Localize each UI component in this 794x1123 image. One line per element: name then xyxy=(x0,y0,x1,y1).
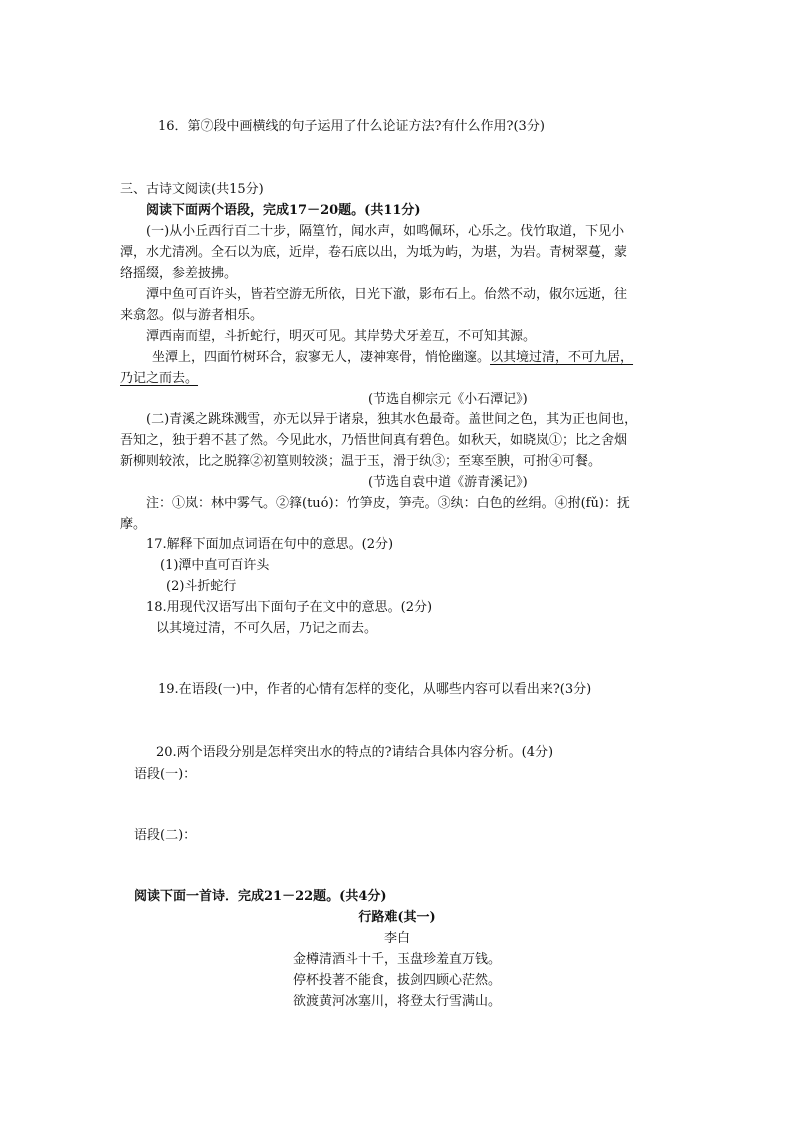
passage1-text: 坐潭上，四面竹树环合，寂寥无人，凄神寒骨，悄怆幽邃。 xyxy=(152,350,491,365)
underlined-sentence-end: 乃记之而去。 xyxy=(120,371,199,386)
passage1-line: 潭，水尤清冽。全石以为底，近岸，卷石底以出，为坻为屿，为堪，为岩。青树翠蔓，蒙 xyxy=(120,245,628,260)
section-title: 三、古诗文阅读(共15分) xyxy=(120,182,264,197)
poem-line: 欲渡黄河冰塞川，将登太行雪满山。 xyxy=(292,994,501,1009)
passage1-line: 潭西南而望，斗折蛇行，明灭可见。其岸势犬牙差互，不可知其源。 xyxy=(146,329,537,344)
passage2-source: (节选自袁中道《游青溪记》) xyxy=(368,475,528,490)
question-20: 20.两个语段分别是怎样突出水的特点的?请结合具体内容分析。(4分) xyxy=(156,745,554,760)
poem-instruction: 阅读下面一首诗．完成21－22题。(共4分) xyxy=(134,889,387,904)
passage2-notes: 注：①岚：林中雾气。②箨(tuó)：竹笋皮，笋壳。③纨：白色的丝绢。④拊(fǔ)：抚 xyxy=(146,496,630,511)
answer-label-2: 语段(二)： xyxy=(134,828,197,843)
question-17: 17.解释下面加点词语在句中的意思。(2分) xyxy=(146,537,394,552)
section-instruction: 阅读下面两个语段，完成17－20题。(共11分) xyxy=(146,203,421,218)
poem-author: 李白 xyxy=(383,931,410,946)
passage1-line: (一)从小丘西行百二十步，隔篁竹，闻水声，如鸣佩环，心乐之。伐竹取道，下见小 xyxy=(146,224,625,239)
passage1-line: 络摇缀，参差披拂。 xyxy=(120,266,238,281)
question-16: 16．第⑦段中画横线的句子运用了什么论证方法?有什么作用?(3分) xyxy=(158,119,545,134)
poem-title: 行路难(其一) xyxy=(358,910,436,925)
question-18-sentence: 以其境过清，不可久居，乃记之而去。 xyxy=(156,621,378,636)
question-17-item: (1)潭中直可百许头 xyxy=(160,558,270,573)
question-19: 19.在语段(一)中，作者的心情有怎样的变化，从哪些内容可以看出来?(3分) xyxy=(158,682,592,697)
underlined-sentence: 以其境过清，不可九居， xyxy=(490,350,634,365)
poem-line: 停杯投著不能食，拔剑四顾心茫然。 xyxy=(292,973,501,988)
passage1-line: 来翕忽。似与游者相乐。 xyxy=(120,308,264,323)
passage2-notes-end: 摩。 xyxy=(120,517,147,532)
passage1-line: 潭中鱼可百许头，皆若空游无所依，日光下澈，影布石上。佁然不动，俶尔远逝，往 xyxy=(146,287,628,302)
passage2-line: 吾知之，独于碧不甚了然。今见此水，乃悟世间真有碧色。如秋天，如晓岚①；比之舍烟 xyxy=(120,433,628,448)
poem-line: 金樽清酒斗十千，玉盘珍羞直万钱。 xyxy=(292,952,501,967)
answer-label-1: 语段(一)： xyxy=(134,767,197,782)
passage2-line: 新柳则较浓，比之脱箨②初篁则较淡；温于玉，滑于纨③；至寒至腴，可拊④可餐。 xyxy=(120,454,602,469)
question-17-item: (2)斗折蛇行 xyxy=(166,579,237,594)
passage2-line: (二)青溪之跳珠溅雪，亦无以异于诸泉，独其水色最奇。盖世间之色，其为正也间也， xyxy=(146,412,638,427)
passage1-source: (节选自柳宗元《小石潭记》) xyxy=(368,392,528,407)
question-18: 18.用现代汉语写出下面句子在文中的意思。(2分) xyxy=(146,600,433,615)
passage1-line xyxy=(152,348,633,368)
